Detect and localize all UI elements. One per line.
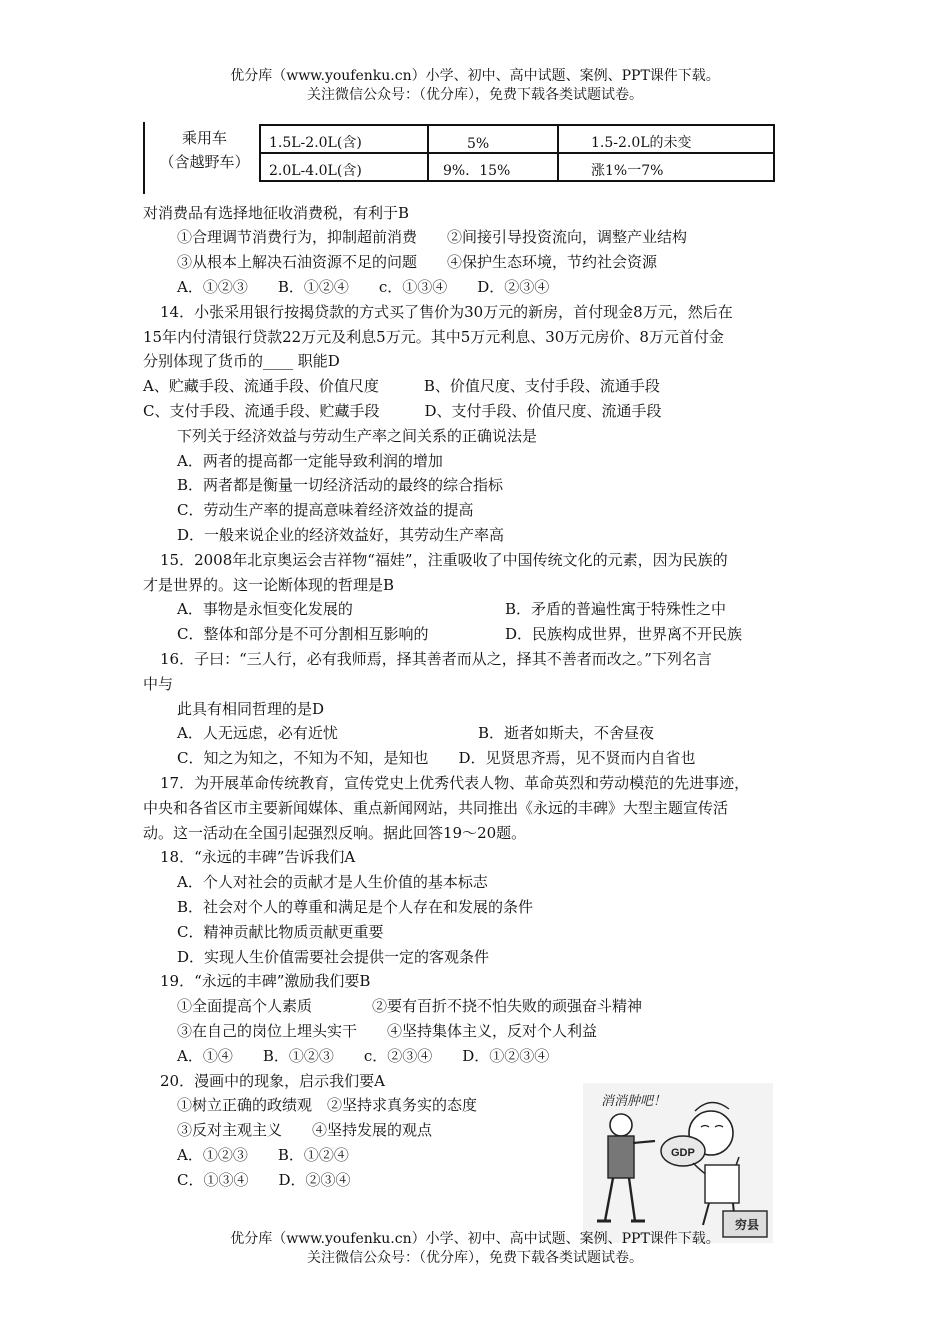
q20-options-cd: C．①③④ D．②③④ — [177, 1171, 351, 1189]
table-cell: 1.5-2.0L的未变 — [558, 125, 774, 153]
table-row-label — [157, 126, 252, 174]
q16-option-b: B．逝者如斯夫，不舍昼夜 — [478, 724, 655, 742]
tax-table — [143, 122, 777, 194]
table-row — [260, 125, 774, 153]
option-d: D．一般来说企业的经济效益好，其劳动生产率高 — [177, 526, 505, 544]
row-label-line-1: 乘用车 — [181, 129, 227, 147]
question-15-stem-cont: 才是世界的。这一论断体现的哲理是B — [143, 576, 395, 594]
table-cell: 1.5L-2.0L(含) — [260, 125, 428, 153]
option-a: A．两者的提高都一定能导致利润的增加 — [177, 452, 443, 470]
q13-statement-1-2: ①合理调节消费行为，抑制超前消费 ②间接引导投资流向，调整产业结构 — [177, 228, 688, 246]
question-14-stem-cont: 分别体现了货币的____ 职能D — [143, 352, 340, 370]
q20-statement-1-2: ①树立正确的政绩观 ②坚持求真务实的态度 — [177, 1096, 478, 1114]
question-16-stem: 16．子曰：“三人行，必有我师焉，择其善者而从之，择其不善者而改之。”下列名言 — [160, 650, 712, 668]
question-17-stem-cont: 动。这一活动在全国引起强烈反响。据此回答19～20题。 — [143, 824, 527, 842]
q18-option-a: A．个人对社会的贡献才是人生价值的基本标志 — [177, 873, 488, 891]
question-17-stem: 17．为开展革命传统教育，宣传党史上优秀代表人物、革命英烈和劳动模范的先进事迹， — [160, 774, 750, 792]
table-cell: 2.0L-4.0L(含) — [260, 153, 428, 181]
table-cell: 9%．15% — [428, 153, 558, 181]
option-c: C．劳动生产率的提高意味着经济效益的提高 — [177, 501, 474, 519]
question-19-stem: 19．“永远的丰碑”激励我们要B — [160, 972, 371, 990]
q13-options: A．①②③ B．①②④ c．①③④ D．②③④ — [177, 278, 550, 296]
q16-option-a: A．人无远虑，必有近忧 — [177, 724, 338, 742]
header-line-1: 优分库（www.youfenku.cn）小学、初中、高中试题、案例、PPT课件下载。 — [230, 68, 720, 84]
q18-option-c: C．精神贡献比物质贡献更重要 — [177, 923, 384, 941]
cartoon-caption: 消消肿吧！ — [601, 1093, 667, 1108]
question-16-stem-cont: 中与 — [143, 675, 174, 693]
q18-option-d: D．实现人生价值需要社会提供一定的客观条件 — [177, 948, 490, 966]
footer-line-1: 优分库（www.youfenku.cn）小学、初中、高中试题、案例、PPT课件下载。 — [230, 1231, 720, 1247]
question-14-stem: 14．小张采用银行按揭贷款的方式买了售价为30万元的新房，首付现金8万元，然后在 — [160, 303, 733, 321]
q15-option-d: D．民族构成世界，世界离不开民族 — [505, 625, 743, 643]
table-left-border — [143, 122, 145, 194]
table-row — [260, 153, 774, 181]
question-17-stem-cont: 中央和各省区市主要新闻媒体、重点新闻网站，共同推出《永远的丰碑》大型主题宣传活 — [143, 799, 729, 817]
q19-statement-1-2: ①全面提高个人素质 ②要有百折不挠不怕失败的顽强奋斗精神 — [177, 997, 643, 1015]
q14-options-ab: A、贮藏手段、流通手段、价值尺度 B、价值尺度、支付手段、流通手段 — [143, 377, 660, 395]
option-b: B．两者都是衡量一切经济活动的最终的综合指标 — [177, 476, 504, 494]
question-18-stem: 18．“永远的丰碑”告诉我们A — [160, 848, 356, 866]
q13-statement-3-4: ③从根本上解决石油资源不足的问题 ④保护生态环境，节约社会资源 — [177, 253, 658, 271]
q20-statement-3-4: ③反对主观主义 ④坚持发展的观点 — [177, 1121, 433, 1139]
q19-options: A．①④ B．①②③ c．②③④ D．①②③④ — [177, 1047, 550, 1065]
q18-option-b: B．社会对个人的尊重和满足是个人存在和发展的条件 — [177, 898, 534, 916]
header-line-2: 关注微信公众号：（优分库），免费下载各类试题试卷。 — [307, 87, 643, 103]
gdp-cartoon-drawing — [583, 1083, 773, 1243]
question-stem: 下列关于经济效益与劳动生产率之间关系的正确说法是 — [177, 427, 538, 445]
question-20-stem: 20．漫画中的现象，启示我们要A — [160, 1072, 385, 1090]
q16-options-cd: C．知之为知之，不知为不知，是知也 D．见贤思齐焉，见不贤而内自省也 — [177, 749, 696, 767]
q15-option-a: A．事物是永恒变化发展的 — [177, 600, 353, 618]
q20-options-ab: A．①②③ B．①②④ — [177, 1146, 349, 1164]
footer-line-2: 关注微信公众号：（优分库），免费下载各类试题试卷。 — [307, 1250, 643, 1266]
question-15-stem: 15．2008年北京奥运会吉祥物“福娃”，注重吸收了中国传统文化的元素，因为民族的 — [160, 551, 728, 569]
question-16-stem-cont: 此具有相同哲理的是D — [177, 700, 325, 718]
table-cell: 5% — [428, 125, 558, 153]
cartoon-box-label: 穷县 — [735, 1218, 760, 1232]
q15-option-c: C．整体和部分是不可分割相互影响的 — [177, 625, 429, 643]
gdp-cartoon — [583, 1083, 773, 1243]
q19-statement-3-4: ③在自己的岗位上埋头实干 ④坚持集体主义，反对个人利益 — [177, 1022, 598, 1040]
table-cell: 涨1%一7% — [558, 153, 774, 181]
q15-option-b: B．矛盾的普遍性寓于特殊性之中 — [505, 600, 727, 618]
tax-rate-table — [259, 124, 775, 182]
cartoon-gdp-label: GDP — [671, 1147, 695, 1159]
row-label-line-2: （含越野车） — [159, 153, 250, 171]
question-13-stem: 对消费品有选择地征收消费税，有利于B — [143, 204, 410, 222]
question-14-stem-cont: 15年内付清银行贷款22万元及利息5万元。其中5万元利息、30万元房价、8万元首付金 — [143, 328, 724, 346]
q14-options-cd: C、支付手段、流通手段、贮藏手段 D、支付手段、价值尺度、流通手段 — [143, 402, 662, 420]
